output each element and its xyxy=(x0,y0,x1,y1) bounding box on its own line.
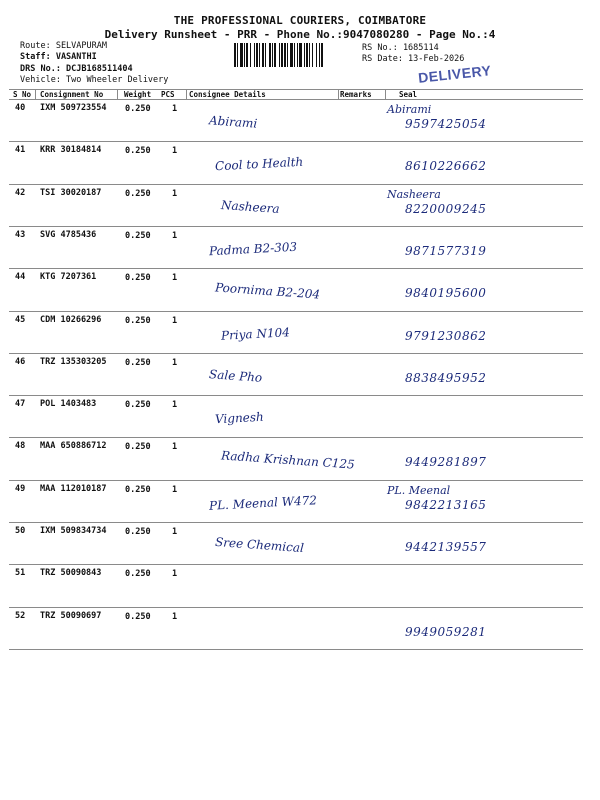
row-divider xyxy=(9,395,583,396)
row-seal-phone-handwriting: 8610226662 xyxy=(405,159,487,174)
row-seal-phone-handwriting: 9449281897 xyxy=(405,455,487,470)
row-sno: 46 xyxy=(15,356,26,367)
barcode-bar xyxy=(304,43,305,67)
row-pcs: 1 xyxy=(172,188,178,199)
row-divider xyxy=(9,480,583,481)
col-divider xyxy=(186,89,187,99)
row-pcs: 1 xyxy=(172,230,178,241)
row-divider xyxy=(9,226,583,227)
row-divider xyxy=(9,607,583,608)
row-sno: 52 xyxy=(15,610,26,621)
barcode-bar xyxy=(316,43,317,67)
row-sno: 47 xyxy=(15,399,26,410)
col-header-sno: S No xyxy=(13,90,32,99)
row-sno: 44 xyxy=(15,272,26,283)
row-divider xyxy=(9,437,583,438)
row-pcs: 1 xyxy=(172,569,178,580)
row-weight: 0.250 xyxy=(125,611,151,622)
row-consignment-no: IXM 509723554 xyxy=(40,103,107,113)
row-seal-phone-handwriting: 9949059281 xyxy=(405,624,487,639)
barcode-bar xyxy=(284,43,286,67)
row-consignee-handwriting: PL. Meenal W472 xyxy=(208,492,318,513)
row-pcs: 1 xyxy=(172,442,178,453)
row-consignee-handwriting: Nasheera xyxy=(220,197,281,216)
barcode-bar xyxy=(250,43,251,67)
row-consignment-no: SVG 4785436 xyxy=(40,229,97,240)
col-header-pcs: PCS xyxy=(161,90,175,99)
row-weight: 0.250 xyxy=(125,230,151,241)
barcode-bar xyxy=(306,43,308,67)
route-label: Route: SELVAPURAM xyxy=(20,41,107,51)
row-sno: 49 xyxy=(15,483,26,494)
row-consignee-handwriting: Padma B2-303 xyxy=(208,239,298,259)
row-sno: 43 xyxy=(15,229,26,240)
row-sno: 42 xyxy=(15,187,26,198)
row-pcs: 1 xyxy=(172,273,178,284)
barcode-bar xyxy=(279,43,280,67)
row-seal-phone-handwriting: 9597425054 xyxy=(405,117,487,131)
barcode-bar xyxy=(265,43,266,67)
row-divider xyxy=(9,311,583,312)
row-pcs: 1 xyxy=(172,484,178,495)
row-consignment-no: TRZ 50090843 xyxy=(40,568,102,579)
row-weight: 0.250 xyxy=(125,357,151,368)
barcode-bar xyxy=(294,43,295,67)
row-weight: 0.250 xyxy=(125,527,151,537)
row-seal-phone-handwriting: 9840195600 xyxy=(405,286,487,301)
row-pcs: 1 xyxy=(172,400,178,411)
row-seal-name-handwriting: PL. Meenal xyxy=(387,483,451,497)
row-consignment-no: MAA 112010187 xyxy=(40,483,107,494)
col-divider xyxy=(117,89,118,99)
row-consignee-handwriting: Vignesh xyxy=(214,409,265,427)
drs-label: DRS No.: DCJB168511404 xyxy=(20,64,133,74)
row-divider xyxy=(9,522,583,523)
col-divider xyxy=(385,89,386,99)
row-consignment-no: POL 1403483 xyxy=(40,399,97,410)
row-seal-phone-handwriting: 9842213165 xyxy=(405,497,487,512)
row-consignee-handwriting: Priya N104 xyxy=(220,324,291,343)
row-consignment-no: IXM 509834734 xyxy=(40,526,107,536)
row-sno: 51 xyxy=(15,568,26,579)
row-consignment-no: TRZ 135303205 xyxy=(40,356,107,367)
row-weight: 0.250 xyxy=(125,188,151,199)
barcode xyxy=(232,42,358,68)
runsheet-table xyxy=(9,89,583,650)
barcode-bar xyxy=(237,43,238,67)
row-consignment-no: TRZ 50090697 xyxy=(40,610,102,621)
row-consignee-handwriting: Sale Pho xyxy=(208,366,263,385)
barcode-bar xyxy=(240,43,243,67)
company-title: THE PROFESSIONAL COURIERS, COIMBATORE xyxy=(173,14,427,27)
row-divider xyxy=(9,353,583,354)
barcode-bar xyxy=(319,43,320,67)
barcode-bar xyxy=(281,43,283,67)
row-consignee-handwriting: Abirami xyxy=(208,113,258,131)
row-consignee-handwriting: Sree Chemical xyxy=(214,534,305,556)
barcode-bar xyxy=(272,43,273,67)
row-weight: 0.250 xyxy=(125,484,151,495)
barcode-bar xyxy=(297,43,298,67)
row-divider xyxy=(9,564,583,565)
col-header-seal: Seal xyxy=(399,90,418,99)
barcode-bar xyxy=(256,43,258,67)
col-header-consignment: Consignment No xyxy=(40,90,104,99)
row-sno: 45 xyxy=(15,314,26,325)
row-sno: 48 xyxy=(15,441,26,452)
vehicle-label: Vehicle: Two Wheeler Delivery xyxy=(20,75,169,85)
barcode-bar xyxy=(259,43,260,67)
row-divider xyxy=(9,268,583,269)
barcode-bar xyxy=(321,43,323,67)
row-weight: 0.250 xyxy=(125,146,151,157)
row-pcs: 1 xyxy=(172,611,178,622)
row-consignment-no: CDM 10266296 xyxy=(40,314,102,325)
row-seal-phone-handwriting: 8220009245 xyxy=(405,201,487,216)
col-header-remarks: Remarks xyxy=(340,90,372,99)
barcode-bar xyxy=(290,43,293,67)
row-consignment-no: KRR 30184814 xyxy=(40,145,102,156)
row-weight: 0.250 xyxy=(125,315,151,326)
row-divider xyxy=(9,141,583,142)
row-consignee-handwriting: Radha Krishnan C125 xyxy=(220,448,356,473)
row-weight: 0.250 xyxy=(125,442,151,453)
barcode-bar xyxy=(244,43,245,67)
row-consignment-no: KTG 7207361 xyxy=(40,272,97,283)
runsheet-subtitle: Delivery Runsheet - PRR - Phone No.:9047080280 - Page No.:4 xyxy=(104,28,496,41)
col-divider xyxy=(338,89,339,99)
col-divider xyxy=(35,89,36,99)
rs-number: RS No.: 1685114 xyxy=(362,43,439,53)
row-seal-phone-handwriting: 9791230862 xyxy=(405,328,487,343)
header-bottom-border xyxy=(9,99,583,100)
delivery-stamp: DELIVERY xyxy=(417,62,493,86)
row-consignee-handwriting: Poornima B2-204 xyxy=(214,280,321,302)
row-seal-phone-handwriting: 9442139557 xyxy=(405,540,487,554)
row-pcs: 1 xyxy=(172,315,178,326)
table-bottom-border xyxy=(9,649,583,650)
barcode-bar xyxy=(262,43,264,67)
barcode-bar xyxy=(246,43,248,67)
row-seal-name-handwriting: Nasheera xyxy=(387,187,441,201)
row-pcs: 1 xyxy=(172,527,178,537)
row-seal-name-handwriting: Abirami xyxy=(387,103,432,116)
row-weight: 0.250 xyxy=(125,104,151,114)
barcode-bar xyxy=(287,43,288,67)
barcode-bar xyxy=(234,43,236,67)
row-weight: 0.250 xyxy=(125,273,151,284)
row-sno: 40 xyxy=(15,103,26,113)
barcode-bar xyxy=(299,43,302,67)
row-pcs: 1 xyxy=(172,357,178,368)
row-weight: 0.250 xyxy=(125,400,151,411)
barcode-bar xyxy=(274,43,276,67)
row-pcs: 1 xyxy=(172,146,178,157)
row-consignment-no: MAA 650886712 xyxy=(40,441,107,452)
row-sno: 50 xyxy=(15,526,26,536)
barcode-bar xyxy=(254,43,255,67)
col-header-weight: Weight xyxy=(124,90,152,99)
row-consignee-handwriting: Cool to Health xyxy=(214,154,304,174)
row-consignment-no: TSI 30020187 xyxy=(40,187,102,198)
row-seal-phone-handwriting: 8838495952 xyxy=(405,370,487,385)
row-weight: 0.250 xyxy=(125,569,151,580)
row-pcs: 1 xyxy=(172,104,178,114)
col-header-consignee: Consignee Details xyxy=(189,90,266,99)
rs-info xyxy=(362,43,464,65)
rs-date: RS Date: 13-Feb-2026 xyxy=(362,54,465,64)
barcode-bar xyxy=(312,43,313,67)
staff-label: Staff: VASANTHI xyxy=(20,52,97,62)
row-divider xyxy=(9,184,583,185)
row-seal-phone-handwriting: 9871577319 xyxy=(405,243,487,258)
row-sno: 41 xyxy=(15,145,26,156)
barcode-bar xyxy=(309,43,310,67)
barcode-bar xyxy=(269,43,271,67)
